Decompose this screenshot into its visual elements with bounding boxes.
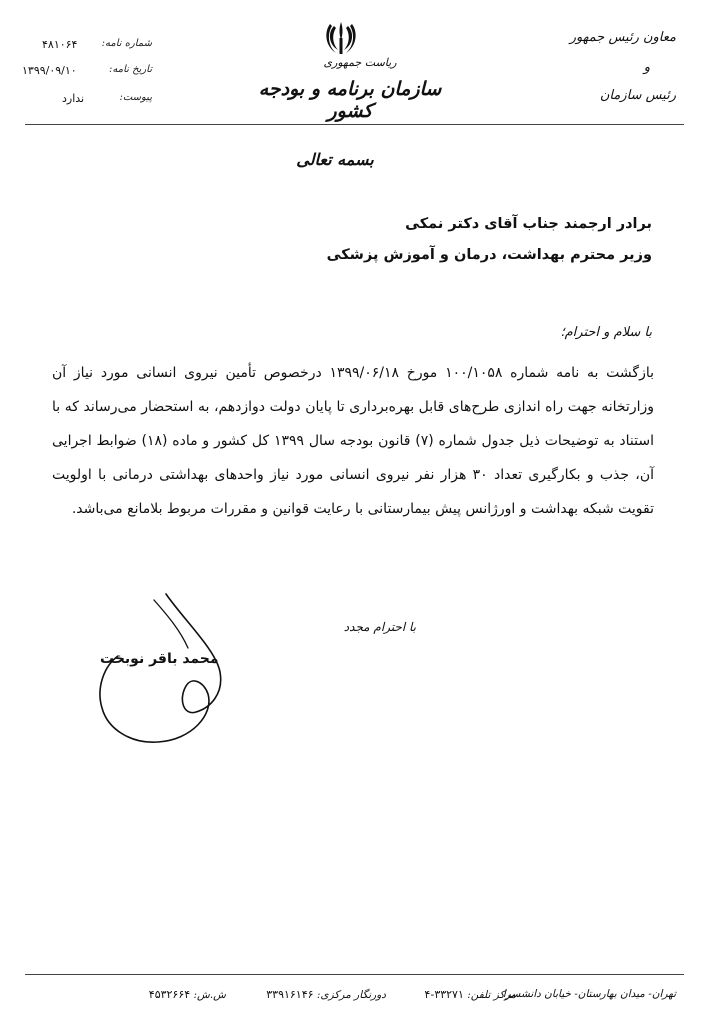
presidency-label: ریاست جمهوری bbox=[323, 56, 397, 69]
letter-attachment-value: ندارد bbox=[62, 92, 85, 105]
addressee-line2: وزیر محترم بهداشت، درمان و آموزش پزشکی bbox=[326, 247, 652, 263]
closing-phrase: با احترام مجدد bbox=[343, 620, 416, 634]
organization-name: سازمان برنامه و بودجه کشور bbox=[258, 78, 442, 122]
footer-phone bbox=[424, 988, 516, 1001]
body-line-2: وزارتخانه جهت راه اندازی طرح‌های قابل بهره‌برداری تا پایان دولت دوازدهم، به استحضار می‌رساند که با bbox=[52, 399, 654, 415]
iran-emblem-icon bbox=[322, 18, 360, 58]
sender-title-line2: و bbox=[643, 60, 650, 75]
sender-title-line3: رئیس سازمان bbox=[599, 88, 676, 103]
addressee-line1: برادر ارجمند جناب آقای دکتر نمکی bbox=[405, 216, 652, 232]
footer-phone-value: ۳۳۲۷۱-۴ bbox=[424, 988, 464, 1001]
body-line-1: بازگشت به نامه شماره ۱۰۰/۱۰۵۸ مورخ ۱۳۹۹/۰۶/۱۸ درخصوص تأمین نیروی انسانی مورد نیاز آن bbox=[52, 365, 654, 381]
letter-number-value: ۴۸۱۰۶۴ bbox=[42, 38, 78, 51]
footer-fax-value: ۳۳۹۱۶۱۴۶ bbox=[266, 988, 314, 1001]
bismillah: بسمه تعالی bbox=[296, 150, 374, 169]
sender-title-line1: معاون رئیس جمهور bbox=[569, 30, 676, 45]
signer-name: محمد باقر نوبخت bbox=[100, 651, 219, 667]
body-line-3: استناد به توضیحات ذیل جدول شماره (۷) قانون بودجه سال ۱۳۹۹ کل کشور و ماده (۱۸) ضوابط اجرایی bbox=[52, 433, 655, 449]
footer-divider bbox=[25, 974, 684, 975]
letter-number-label: شماره نامه: bbox=[101, 38, 152, 49]
body-line-5: تقویت شبکه بهداشت و اورژانس پیش بیمارستانی با رعایت قوانین و مقررات مربوط بلامانع می‌باشد. bbox=[71, 501, 654, 517]
footer-fax bbox=[266, 988, 386, 1001]
letter-attachment-row bbox=[20, 92, 170, 112]
footer-postal-label: ش.ش: bbox=[193, 989, 226, 1001]
footer-fax-label: دورنگار مرکزی: bbox=[316, 989, 386, 1001]
footer-address: تهران- میدان بهارستان- خیابان دانشسرا bbox=[502, 988, 676, 1000]
letter-date-row bbox=[20, 64, 170, 84]
letter-body bbox=[52, 356, 654, 526]
letter-attachment-label: پیوست: bbox=[119, 92, 152, 103]
letter-number-row bbox=[20, 38, 170, 58]
handwritten-signature bbox=[88, 590, 238, 750]
body-line-4: آن، جذب و بکارگیری تعداد ۳۰ هزار نفر نیروی انسانی مورد نیاز واحدهای بهداشتی درمانی با اولویت bbox=[52, 467, 654, 483]
footer-postal bbox=[149, 988, 226, 1001]
letter-date-label: تاریخ نامه: bbox=[109, 64, 152, 75]
letter-date-value: ۱۳۹۹/۰۹/۱۰ bbox=[22, 64, 77, 77]
footer-postal-value: ۴۵۳۲۶۶۴ bbox=[148, 988, 191, 1001]
header-divider bbox=[25, 124, 684, 125]
footer-phone-label: مرکز تلفن: bbox=[467, 989, 516, 1001]
greeting: با سلام و احترام؛ bbox=[560, 325, 652, 340]
